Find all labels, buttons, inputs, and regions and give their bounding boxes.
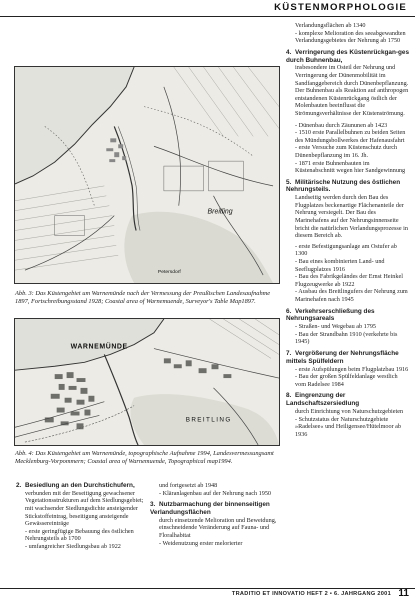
map1-label-peterstorf: Petersdorf bbox=[157, 270, 181, 276]
item-8 bbox=[286, 392, 410, 438]
right-intro bbox=[286, 22, 410, 45]
map-1994 bbox=[14, 318, 280, 446]
item-2-sub-1: - erste geringfügige Bebauung des östlichen Nehrungsteils ab 1700 bbox=[25, 527, 134, 543]
item-7-sub-1: - erste Aufspülungen beim Flugplatzbau 1916 bbox=[295, 365, 409, 373]
item-6-sub-2: - Bau der Strandbahn 1910 (verkehrte bis 1945) bbox=[295, 330, 398, 346]
item-4-sub-4: - 1871 erste Buhnenbauten im Küstenabschnitt wegen hier Sandgewinnung bbox=[295, 159, 406, 175]
map-1897 bbox=[14, 66, 280, 284]
intro-line-1: Verlandungsflächen ab 1340 bbox=[295, 22, 366, 29]
item-6 bbox=[286, 308, 410, 346]
bottom-mid-lead bbox=[150, 482, 280, 497]
item-4-sub-1: - Dünenbau durch Zäununen ab 1423 bbox=[295, 121, 388, 129]
lead-line-1: und fortgesetzt ab 1948 bbox=[159, 482, 218, 489]
item-4-sub-2: - 1510 erste Parallelbuhnen zu beiden Seiten des Mündungsbollwerkes der Hafenausfahrt bbox=[295, 129, 406, 144]
item-3-sub-1: - Weidenutzung erster melorierter bbox=[159, 539, 243, 547]
footer bbox=[0, 588, 415, 600]
intro-line-2: - komplexe Melioration des seeabgewandten Verlandungsgebietes der Nehrung ab 1750 bbox=[295, 29, 406, 45]
item-4-title-text: Verringerung des Küstenrückgan-ges durch Buhnenbau, bbox=[286, 48, 409, 64]
header-band bbox=[0, 0, 415, 17]
item-4-sub-3: - erste Versuche zum Küstenschutz durch Dünenbepflanzung im 16. Jh. bbox=[295, 144, 398, 159]
item-8-num: 8. bbox=[286, 392, 292, 400]
item-3-num: 3. bbox=[150, 501, 156, 509]
item-7-sub-2: - Bau der großen Spülfeldanlage westlich vom Radelsee 1984 bbox=[295, 373, 398, 388]
item-2 bbox=[16, 482, 144, 551]
item-3-title bbox=[150, 501, 280, 517]
item-6-sub-1: - Straßen- und Wegebau ab 1795 bbox=[295, 323, 377, 331]
item-5-text: Landseitig werden durch den Bau des Flugplatzes beckenartige Flächenanteile der Nehrung versiegelt. Der Bau des Marinehafens auf der Nehrungsinnenseite bricht die natürlichen Verlandungsprozesse in diesem Bereich ab. bbox=[295, 194, 408, 240]
item-5-num: 5. bbox=[286, 178, 292, 186]
item-5 bbox=[286, 179, 410, 304]
item-2-text: verbunden mit der Beseitigung gewachsener Vegetationsstrukturen auf dem Siedlungsgebiet; mit wachsender Siedlungsdichte ansteigender Stickstoffeintrag, beseitigung ansteigende Gewässereinträge bbox=[25, 489, 144, 528]
item-3-title-text: Nutzbarmachung der binnenseitigen Verlandungsflächen bbox=[150, 501, 270, 516]
item-4-title bbox=[286, 49, 410, 65]
lead-line-2: - Kläranlagenbau auf der Nehrung nach 1950 bbox=[159, 489, 272, 497]
item-5-sub-1: - erste Befestigungsanlage am Ostufer ab 1300 bbox=[295, 242, 397, 258]
bottom-middle-column bbox=[150, 482, 280, 551]
item-2-sub-2: - umfangreicher Siedlungsbau ab 1922 bbox=[25, 542, 121, 550]
journal-name: TRADITIO ET INNOVATIO HEFT 2 • 6. JAHRGANG 2001 bbox=[231, 590, 391, 597]
item-4 bbox=[286, 49, 410, 175]
item-2-title-text: Besiedlung an den Durchstichufern, bbox=[25, 482, 135, 489]
item-8-text: durch Einrichtung von Naturschutzgebieten bbox=[295, 407, 404, 415]
item-5-sub-3: - Bau des Fabrikgeländes der Ernst Heinkel Flugzeugwerke ab 1922 bbox=[295, 273, 403, 288]
item-6-title bbox=[286, 308, 410, 324]
item-5-title-text: Militärische Nutzung des östlichen Nehrungsteils. bbox=[286, 178, 401, 194]
item-7-num: 7. bbox=[286, 349, 292, 357]
caption-fig4: Abb. 4: Das Küstengebiet um Warnemünde, topographische Aufnahme 1994, Landesvermessungsamt Mecklenburg-Vorpommern; Coastal area of Warnemuende, Topographical map1994. bbox=[15, 450, 274, 466]
item-6-num: 6. bbox=[286, 307, 292, 315]
item-7-title-text: Vergrößerung der Nehrungsfläche mittels Spülfeldern bbox=[286, 349, 399, 365]
item-7 bbox=[286, 350, 410, 388]
map1-label-breitling: Breitling bbox=[207, 208, 233, 216]
bottom-left-column bbox=[16, 482, 144, 555]
page-section-title: KÜSTENMORPHOLOGIE bbox=[274, 2, 407, 13]
item-5-title bbox=[286, 179, 410, 195]
item-8-title-text: Eingrenzung der Landschaftszersiedlung bbox=[286, 392, 360, 408]
item-6-title-text: Verkehrserschließung des Nehrungsareals bbox=[286, 307, 375, 323]
item-4-text: insbesondere im Osteil der Nehrung und Verringerung der Dünenmobilität im Sandfanggebereich durch Dünenbepflanzung. Der Buhnenbau als Reaktion auf anthropogen entstandenen Küstenrückgang östlich der Molenbauten beeinflusst die Strömungsverhältnisse der Küstenströmung. bbox=[295, 64, 409, 117]
item-4-num: 4. bbox=[286, 48, 292, 56]
item-3 bbox=[150, 501, 280, 547]
item-5-sub-2: - Bau eines kombinierten Land- und Seeflugplatzes 1916 bbox=[295, 258, 385, 273]
map2-label-breitling: BREITLING bbox=[185, 416, 232, 424]
item-5-sub-4: - Ausbau des Breitlingufers der Nehrung zum Marinehafen nach 1945 bbox=[295, 288, 408, 303]
item-8-title bbox=[286, 392, 410, 408]
item-8-sub-1: - Schutzstatus der Naturschutzgebiete »Radelsee« und Heiligensee/Hütelmoor ab 1936 bbox=[295, 415, 402, 438]
caption-fig3: Abb. 3: Das Küstengebiet um Warnemünde nach der Vermessung der Preußischen Landesaufnahme 1897, Fortschreibungsstand 1928; Coastal area of Warnemuende, Surveyor's Table Map1897. bbox=[15, 290, 271, 306]
right-column bbox=[286, 22, 410, 442]
page-number: 11 bbox=[398, 588, 409, 599]
item-2-title bbox=[16, 482, 144, 490]
map2-label-warnemuende: WARNEMÜNDE bbox=[70, 343, 128, 351]
item-3-text: durch einsetzende Melioration und Beweidung, einschneidende Veränderung auf Fauna- und Floralhabitat bbox=[159, 516, 277, 539]
item-7-title bbox=[286, 350, 410, 366]
item-2-num: 2. bbox=[16, 482, 22, 489]
